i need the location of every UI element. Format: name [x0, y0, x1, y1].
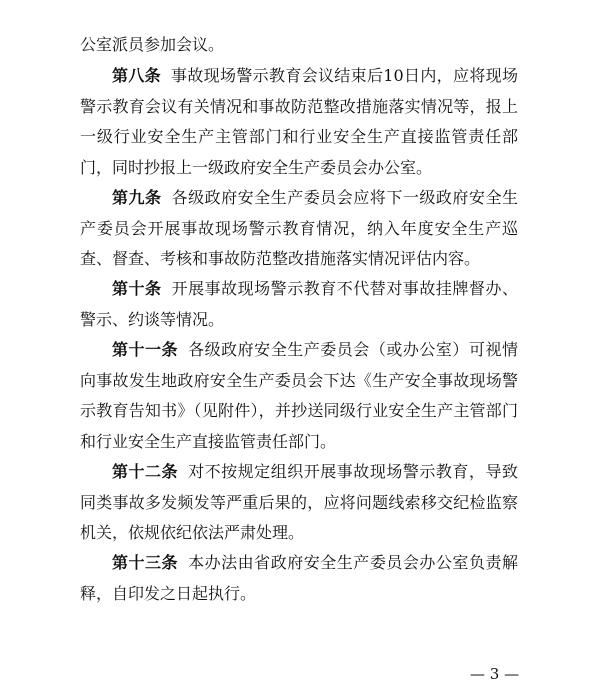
article-9-heading: 第九条	[112, 188, 162, 207]
article-13-heading: 第十三条	[112, 553, 179, 572]
article-11	[80, 335, 518, 457]
article-9-text: 各级政府安全生产委员会应将下一级政府安全生产委员会开展事故现场警示教育情况，纳入年度安全生产巡查、督查、考核和事故防范整改措施落实情况评估内容。	[80, 188, 518, 268]
article-12-text: 对不按规定组织开展事故现场警示教育，导致同类事故多发频发等严重后果的，应将问题线索移交纪检监察机关，依规依纪依法严肃处理。	[80, 462, 518, 542]
article-9	[80, 183, 518, 275]
article-8-text: 事故现场警示教育会议结束后10日内，应将现场警示教育会议有关情况和事故防范整改措施落实情况等，报上一级行业安全生产主管部门和行业安全生产直接监管责任部门，同时抄报上一级政府安全生产委员会办公室。	[80, 66, 518, 177]
article-13	[80, 548, 518, 609]
article-11-heading: 第十一条	[112, 340, 179, 359]
article-10-text: 开展事故现场警示教育不代替对事故挂牌督办、警示、约谈等情况。	[80, 279, 518, 329]
intro-text: 公室派员参加会议。	[80, 35, 225, 54]
article-13-text: 本办法由省政府安全生产委员会办公室负责解释，自印发之日起执行。	[80, 553, 518, 603]
article-11-text: 各级政府安全生产委员会（或办公室）可视情向事故发生地政府安全生产委员会下达《生产安全事故现场警示教育告知书》（见附件），并抄送同级行业安全生产主管部门和行业安全生产直接监管责任部门。	[80, 340, 518, 451]
article-12	[80, 457, 518, 549]
article-8	[80, 61, 518, 183]
article-8-heading: 第八条	[112, 66, 161, 85]
article-10-heading: 第十条	[112, 279, 162, 298]
article-10	[80, 274, 518, 335]
intro-paragraph	[80, 30, 518, 61]
article-12-heading: 第十二条	[112, 462, 179, 481]
page-number: — 3 —	[470, 665, 520, 683]
